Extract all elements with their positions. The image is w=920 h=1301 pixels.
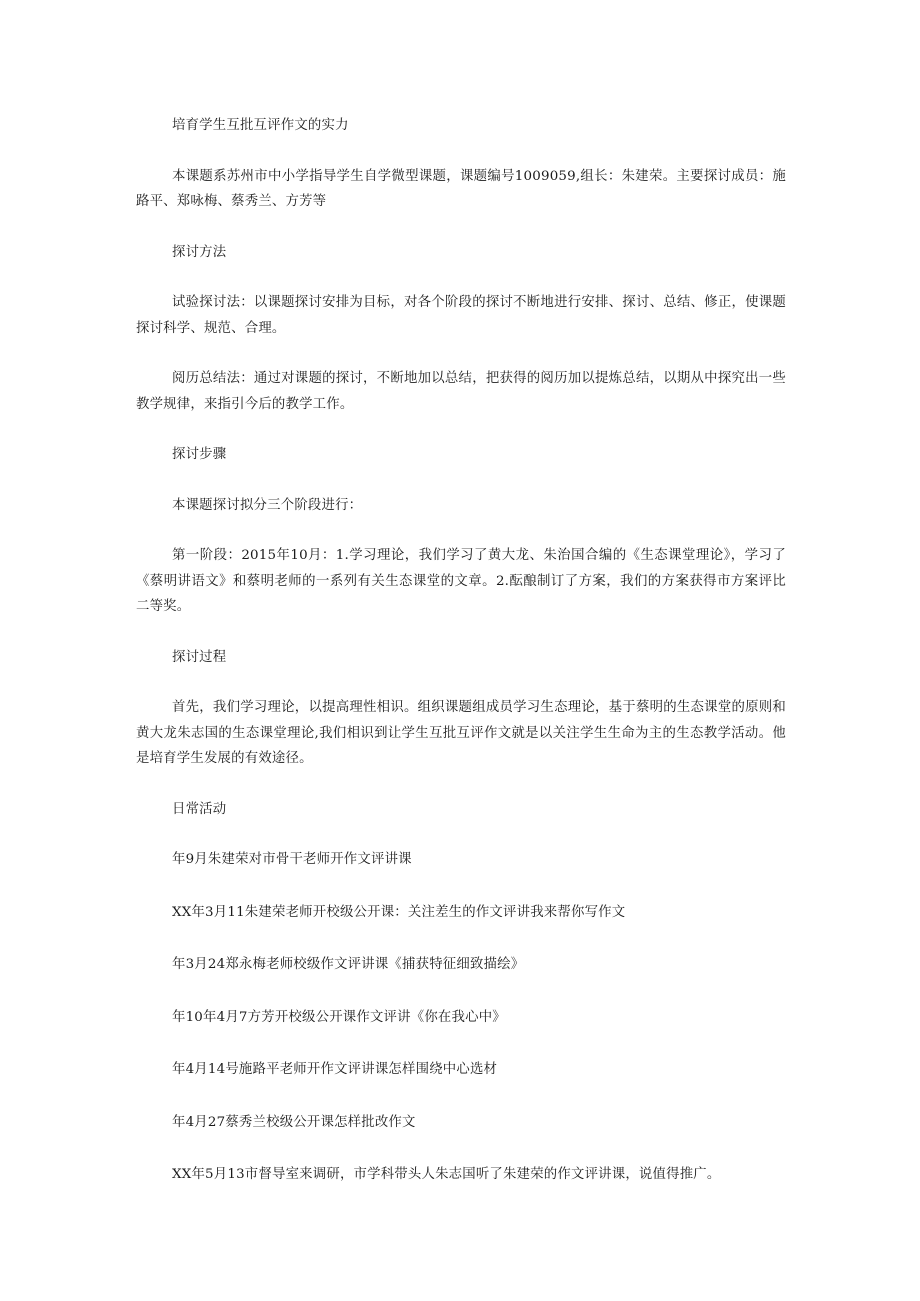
paragraph-method-summary: 阅历总结法：通过对课题的探讨，不断地加以总结，把获得的阅历加以提炼总结，以期从中探究出一些教学规律，来指引今后的教学工作。: [136, 371, 786, 412]
activity-item: 年3月24郑永梅老师校级作文评讲课《捕获特征细致描绘》: [172, 957, 525, 972]
document-title: 培育学生互批互评作文的实力: [172, 118, 349, 133]
paragraph-method-experiment: 试验探讨法：以课题探讨安排为目标，对各个阶段的探讨不断地进行安排、探讨、总结、修正，使课题探讨科学、规范、合理。: [136, 295, 786, 336]
activity-item: 年4月14号施路平老师开作文评讲课怎样围绕中心选材: [172, 1062, 498, 1077]
activity-item: XX年3月11朱建荣老师开校级公开课：关注差生的作文评讲我来帮你写作文: [172, 904, 626, 920]
activity-item: 年4月27蔡秀兰校级公开课怎样批改作文: [172, 1114, 416, 1130]
heading-daily-activities: 日常活动: [172, 801, 227, 817]
paragraph-stage-one: 第一阶段：2015年10月：1.学习理论，我们学习了黄大龙、朱治国合编的《生态课堂理论》，学习了《蔡明讲语文》和蔡明老师的一系列有关生态课堂的文章。2.酝酿制订了方案，我们的方案获得市方案评比二等奖。: [136, 548, 786, 614]
activity-item: XX年5月13市督导室来调研，市学科带头人朱志国听了朱建荣的作文评讲课，说值得推广。: [172, 1167, 721, 1182]
activity-item: 年9月朱建荣对市骨干老师开作文评讲课: [172, 852, 412, 867]
paragraph-steps-intro: 本课题探讨拟分三个阶段进行：: [172, 497, 363, 513]
heading-methods: 探讨方法: [172, 244, 227, 260]
document-body: [136, 113, 786, 1188]
heading-steps: 探讨步骤: [172, 447, 227, 462]
paragraph-intro: 本课题系苏州市中小学指导学生自学微型课题，课题编号1009059,组长：朱建荣。主要探讨成员：施路平、郑咏梅、蔡秀兰、方芳等: [136, 168, 786, 209]
paragraph-process: 首先，我们学习理论，以提高理性相识。组织课题组成员学习生态理论，基于蔡明的生态课堂的原则和黄大龙朱志国的生态课堂理论,我们相识到让学生互批互评作文就是以关注学生生命为主的生态教学活动。他是培育学生发展的有效途径。: [136, 700, 786, 766]
heading-process: 探讨过程: [172, 649, 227, 665]
activity-item: 年10年4月7方芳开校级公开课作文评讲《你在我心中》: [172, 1009, 506, 1025]
